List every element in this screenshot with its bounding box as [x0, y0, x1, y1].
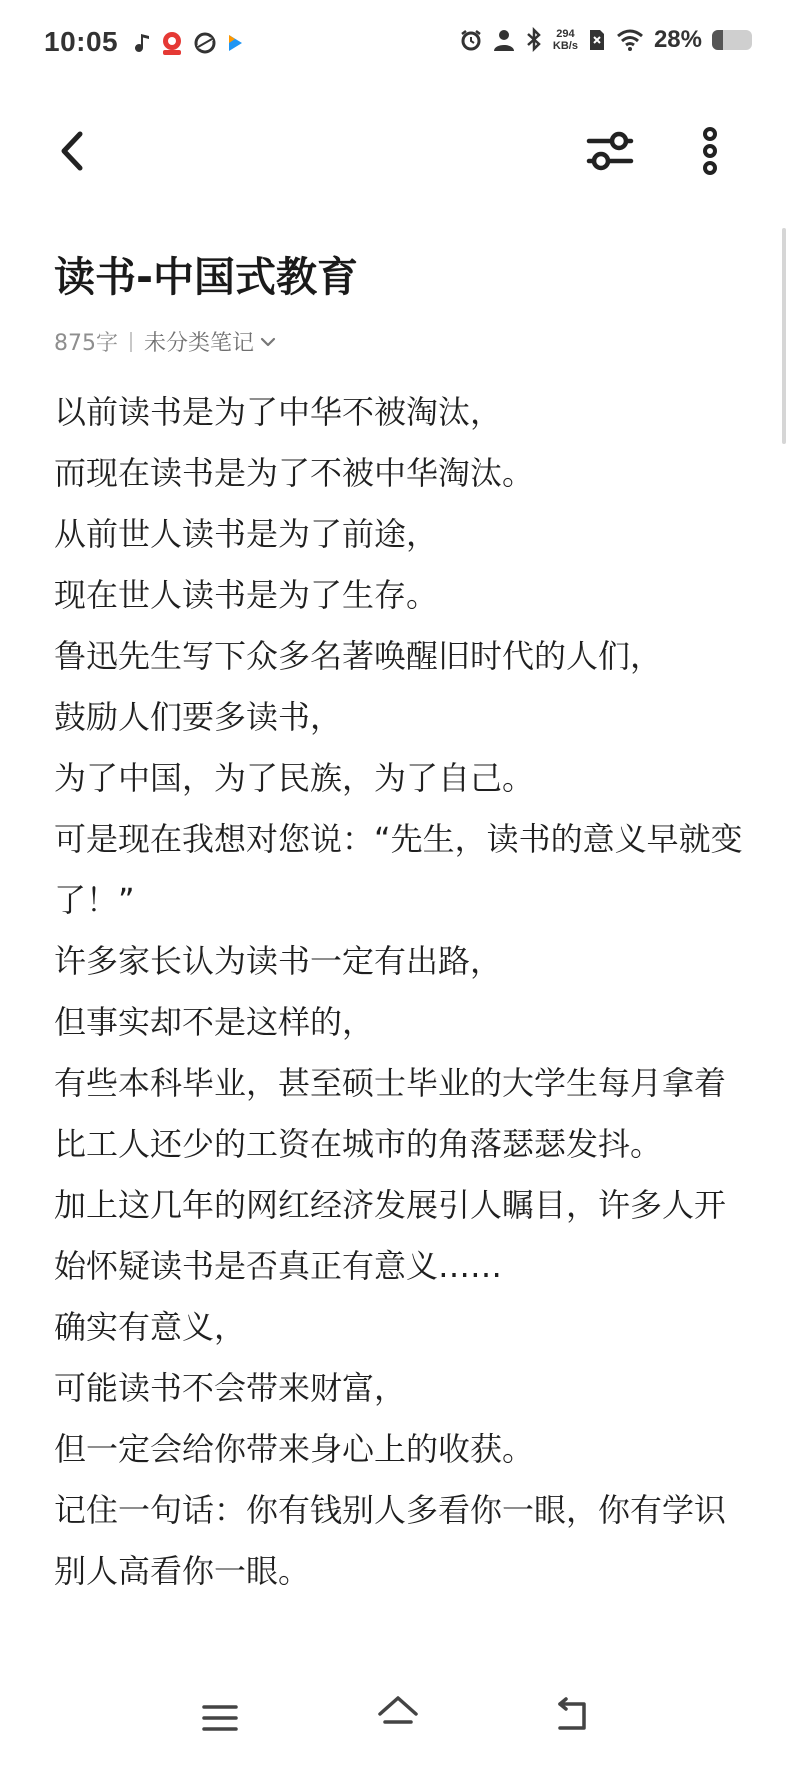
bluetooth-icon [525, 27, 543, 53]
menu-icon [200, 1698, 240, 1738]
net-speed [553, 28, 578, 52]
note-paragraph: 有些本科毕业，甚至硕士毕业的大学生每月拿着比工人还少的工资在城市的角落瑟瑟发抖。 [54, 1064, 727, 1163]
note-paragraph: 鼓励人们要多读书， [54, 698, 343, 736]
category-label: 未分类笔记 [144, 331, 255, 356]
note-paragraph: 可能读书不会带来财富， [54, 1369, 407, 1407]
note-paragraph: 可是现在我想对您说：“先生，读书的意义早就变了！” [54, 820, 743, 919]
meta-divider [130, 332, 132, 352]
nav-home-button[interactable] [376, 1692, 420, 1736]
note-paragraph: 为了中国，为了民族，为了自己。 [54, 759, 535, 797]
category-selector[interactable] [144, 326, 276, 357]
status-right [459, 26, 752, 54]
notification-icons [135, 30, 245, 56]
status-bar [0, 0, 800, 90]
net-speed-unit: KB/s [552, 40, 578, 52]
note-title[interactable]: 读书-中国式教育 [54, 253, 359, 301]
battery-icon [712, 30, 752, 50]
alarm-icon [459, 28, 483, 52]
more-vertical-icon [695, 126, 725, 176]
format-settings-button[interactable] [585, 126, 635, 176]
sliders-icon [585, 126, 635, 176]
video-app-icon [225, 32, 245, 54]
music-note-icon [135, 32, 151, 54]
note-paragraph: 鲁迅先生写下众多名著唤醒旧时代的人们， [54, 637, 663, 675]
battery-fill [712, 30, 723, 50]
nav-back-button[interactable] [552, 1696, 592, 1736]
note-paragraph: 现在世人读书是为了生存。 [54, 576, 439, 614]
note-paragraph: 但一定会给你带来身心上的收获。 [54, 1430, 535, 1468]
note-paragraph: 许多家长认为读书一定有出路， [54, 942, 503, 980]
back-arrow-icon [52, 128, 92, 174]
note-paragraph: 以前读书是为了中华不被淘汰， [54, 393, 503, 431]
person-icon [493, 28, 515, 52]
note-paragraph: 从前世人读书是为了前途， [54, 515, 439, 553]
sync-app-icon [193, 31, 217, 55]
app-badge-icon [159, 30, 185, 56]
wifi-icon [616, 29, 644, 51]
word-count: 875字 [54, 331, 118, 356]
home-icon [376, 1692, 420, 1736]
note-body[interactable] [54, 382, 744, 1602]
back-icon [552, 1696, 592, 1736]
sim-off-icon [588, 28, 606, 52]
more-options-button[interactable] [695, 126, 725, 176]
battery-percent: 28% [653, 26, 702, 53]
system-nav-bar [0, 1668, 800, 1778]
note-paragraph: 记住一句话：你有钱别人多看你一眼，你有学识别人高看你一眼。 [54, 1491, 727, 1590]
note-meta [54, 326, 276, 357]
note-paragraph: 确实有意义， [54, 1308, 247, 1346]
status-time: 10:05 [44, 26, 119, 57]
back-button[interactable] [52, 128, 92, 174]
note-paragraph: 而现在读书是为了不被中华淘汰。 [54, 454, 535, 492]
note-paragraph: 但事实却不是这样的， [54, 1003, 375, 1041]
scrollbar[interactable] [782, 228, 786, 444]
net-speed-value: 294 [556, 28, 575, 40]
note-paragraph: 加上这几年的网红经济发展引人瞩目，许多人开始怀疑读书是否真正有意义…… [54, 1186, 727, 1285]
chevron-down-icon [260, 336, 276, 348]
note-toolbar [0, 100, 800, 200]
nav-recents-button[interactable] [200, 1698, 240, 1738]
